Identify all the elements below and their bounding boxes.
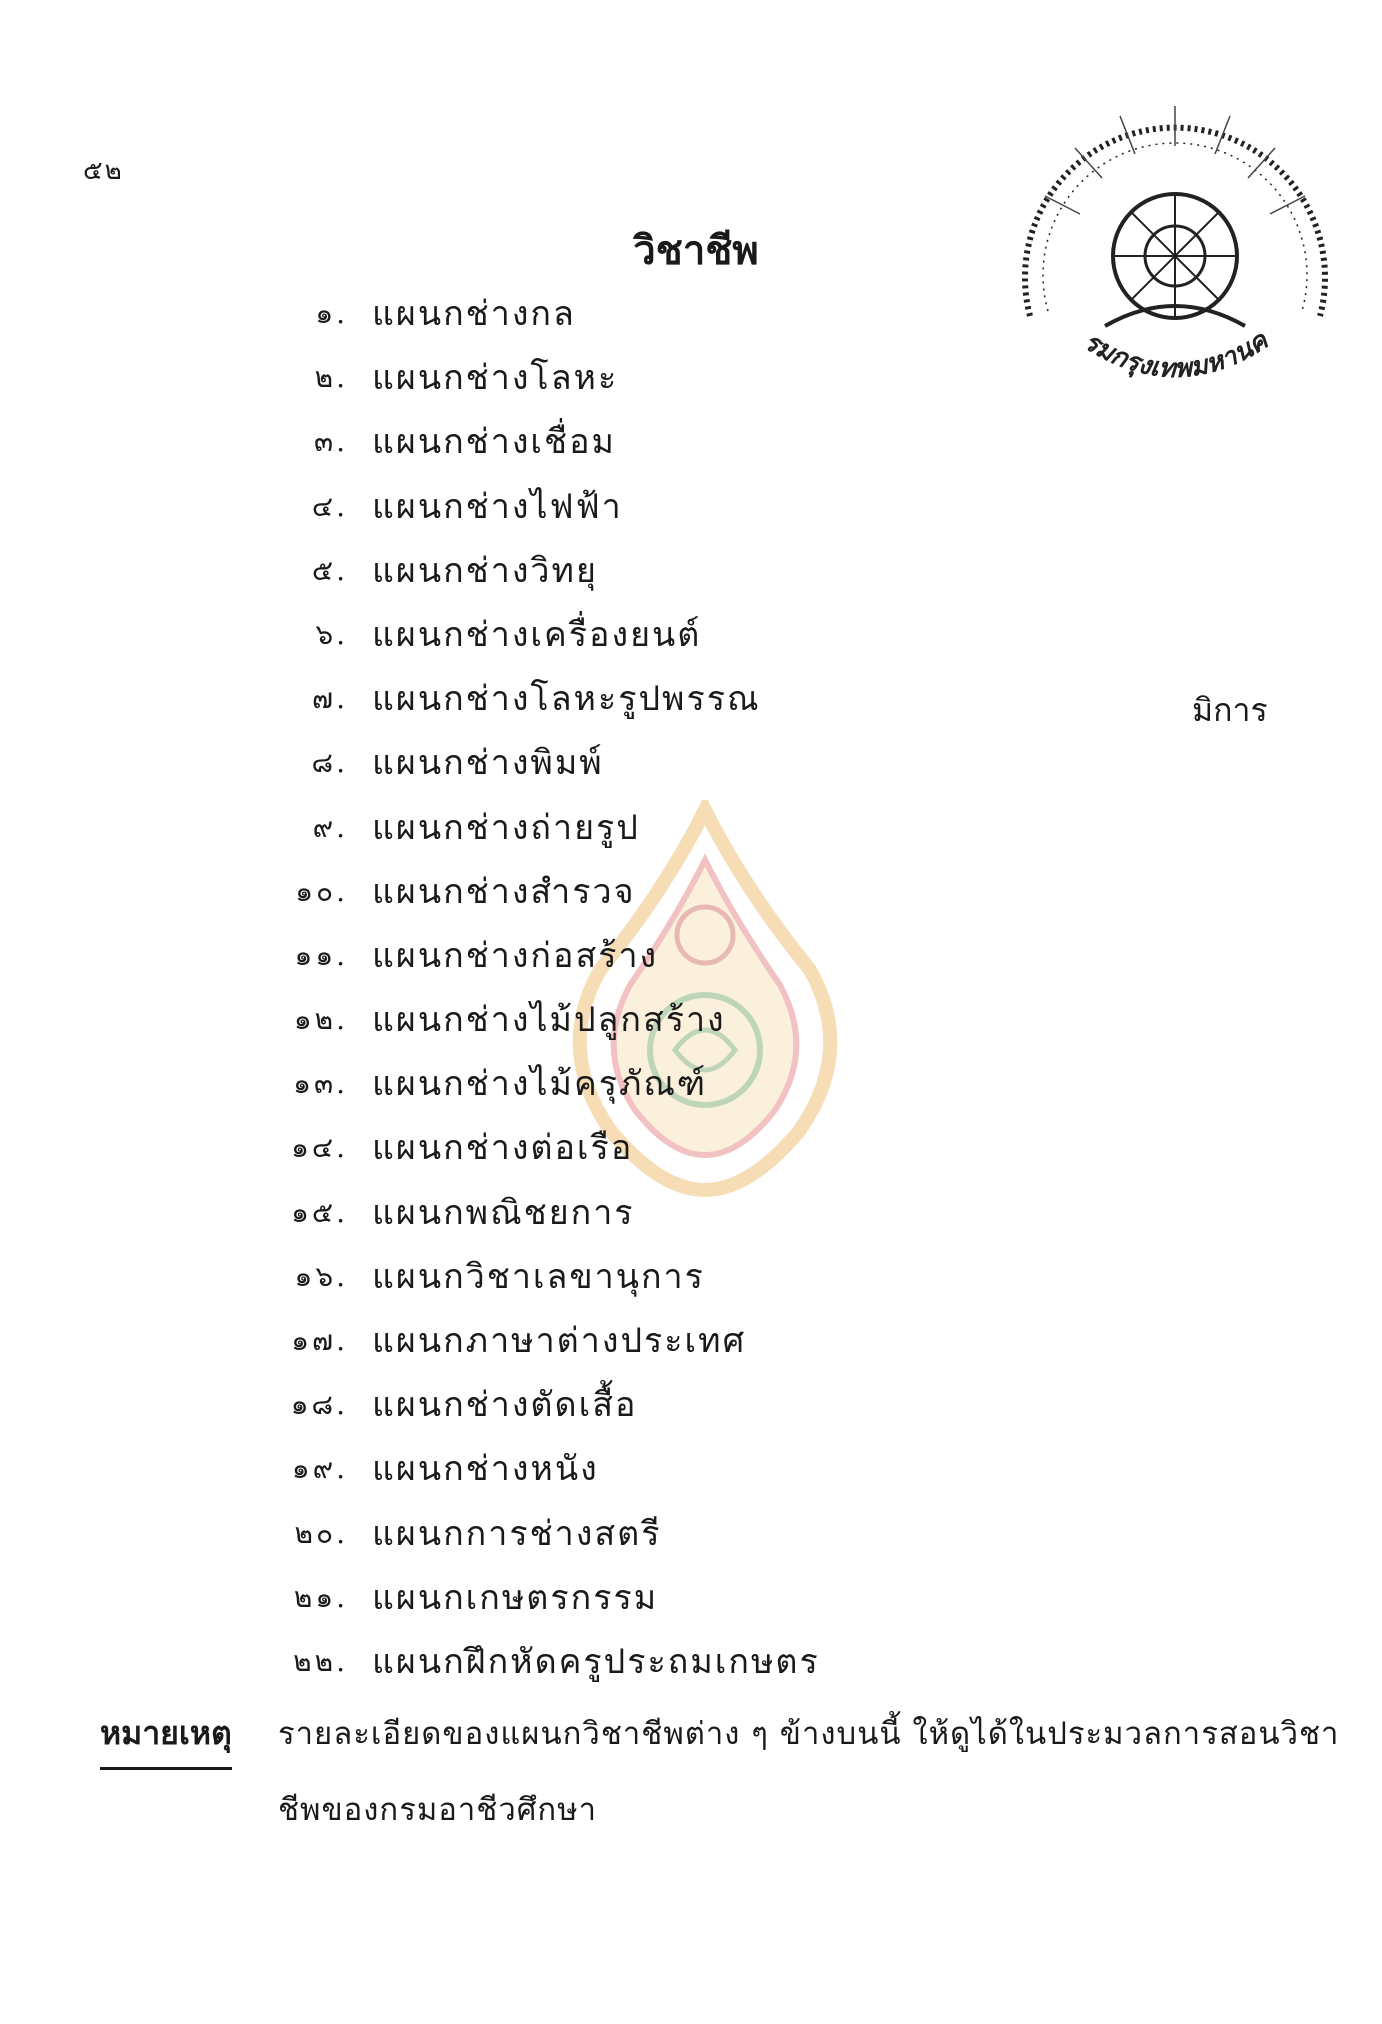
list-item (0, 1116, 1382, 1180)
list-item (0, 1566, 1382, 1630)
item-number: ๑๒. (293, 1003, 348, 1037)
item-name: แผนกช่างกล (372, 294, 576, 334)
page-title: วิชาชีพ (633, 227, 759, 274)
item-name: แผนกช่างต่อเรือ (372, 1128, 634, 1169)
item-name: แผนกช่างโลหะ (372, 358, 619, 399)
list-item (0, 475, 1382, 539)
list-item (0, 1052, 1382, 1116)
item-number: ๑๘. (290, 1388, 348, 1422)
list-item (0, 603, 1382, 667)
list-item (0, 410, 1382, 474)
item-name: แผนกช่างก่อสร้าง (372, 935, 659, 976)
list-item (0, 346, 1382, 410)
list-item (0, 282, 1382, 346)
list-item (0, 1502, 1382, 1566)
page-number: ๕๒ (83, 156, 124, 186)
list-item (0, 1630, 1382, 1694)
list-item (0, 539, 1382, 603)
item-name: แผนกวิชาเลขานุการ (372, 1256, 705, 1297)
item-name: แผนกช่างโลหะรูปพรรณ (372, 679, 761, 720)
remark-label: หมายเหตุ (100, 1708, 232, 1770)
item-name: แผนกช่างวิทยุ (372, 550, 598, 591)
item-number: ๖. (315, 617, 348, 651)
item-name: แผนกฝึกหัดครูประถมเกษตร (372, 1641, 820, 1682)
item-name: แผนกช่างไฟฟ้า (372, 486, 623, 527)
list-item (0, 796, 1382, 860)
list-item (0, 1245, 1382, 1309)
list-item (0, 667, 1382, 731)
department-list (0, 282, 1382, 1694)
list-item (0, 988, 1382, 1052)
item-number: ๕. (311, 553, 348, 587)
item-number: ๑๑. (294, 938, 348, 972)
remark-text-line: รายละเอียดของแผนกวิชาชีพต่าง ๆ ข้างบนนี้ ให้ดูได้ในประมวลการสอนวิชา (278, 1716, 1340, 1752)
item-name: แผนกช่างเชื่อม (372, 422, 616, 463)
list-item (0, 1437, 1382, 1501)
item-name: แผนกช่างหนัง (372, 1449, 599, 1490)
item-name: แผนกการช่างสตรี (372, 1513, 662, 1554)
item-name: แผนกเกษตรกรรม (372, 1577, 659, 1618)
list-item (0, 1181, 1382, 1245)
item-name: แผนกช่างเครื่องยนต์ (372, 614, 702, 655)
item-number: ๓. (313, 425, 348, 459)
item-number: ๑๖. (294, 1259, 348, 1293)
list-item (0, 1309, 1382, 1373)
item-number: ๔. (311, 489, 348, 523)
item-number: ๘. (311, 746, 348, 780)
item-name: แผนกช่างสำรวจ (372, 871, 636, 912)
item-name: แผนกช่างถ่ายรูป (372, 807, 640, 848)
item-number: ๑๐. (295, 874, 348, 908)
item-name: แผนกช่างตัดเสื้อ (372, 1385, 638, 1426)
item-name: แผนกช่างพิมพ์ (372, 743, 604, 784)
item-name: แผนกช่างไม้ปลูกสร้าง (372, 1000, 726, 1041)
list-item (0, 924, 1382, 988)
item-number: ๒. (314, 361, 348, 395)
item-name: แผนกช่างไม้ครุภัณฑ์ (372, 1064, 708, 1105)
list-item (0, 860, 1382, 924)
list-item (0, 1373, 1382, 1437)
list-item (0, 731, 1382, 795)
item-name: แผนกพณิชยการ (372, 1192, 635, 1233)
svg-text:กรมกรุงเทพมหานคร: รมกรุงเทพมหานค (1078, 325, 1274, 385)
item-name: แผนกภาษาต่างประเทศ (372, 1321, 747, 1361)
item-number: ๑. (315, 297, 348, 330)
item-number: ๒๒. (293, 1644, 348, 1678)
item-number: ๑๓. (293, 1067, 348, 1101)
item-number: ๒๐. (294, 1516, 348, 1550)
item-number: ๗. (312, 682, 348, 716)
item-number: ๙. (312, 810, 348, 844)
item-number: ๒๑. (293, 1580, 348, 1614)
item-number: ๑๗. (291, 1324, 348, 1357)
item-number: ๑๕. (291, 1195, 348, 1229)
margin-note: มิการ (1192, 691, 1268, 729)
item-number: ๑๙. (291, 1452, 348, 1486)
remark-text-line: ชีพของกรมอาชีวศึกษา (278, 1792, 598, 1828)
item-number: ๑๔. (291, 1131, 348, 1165)
